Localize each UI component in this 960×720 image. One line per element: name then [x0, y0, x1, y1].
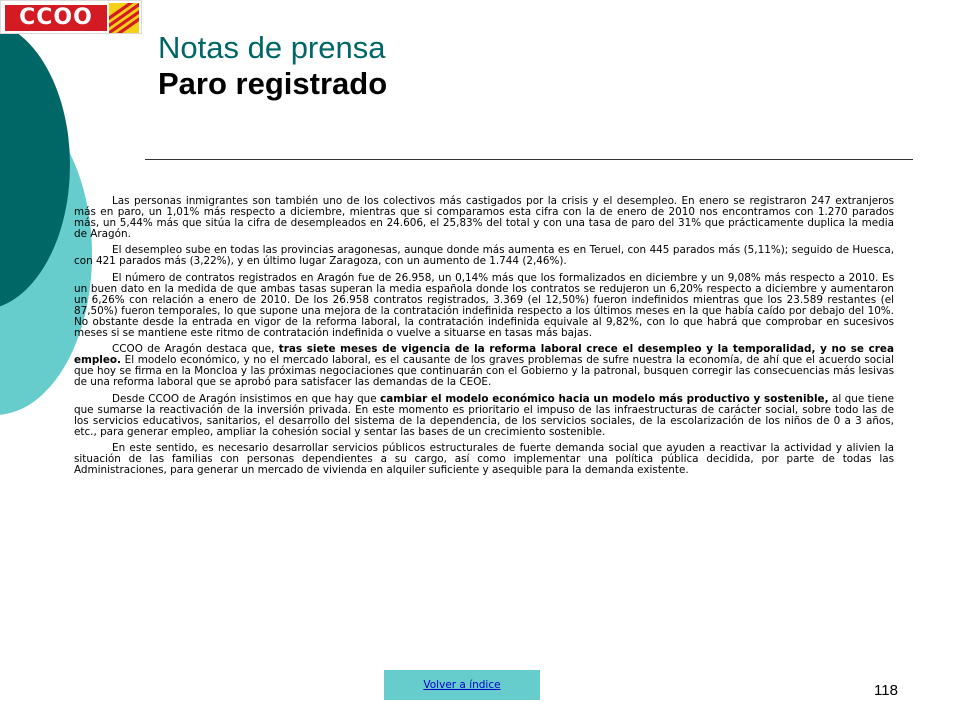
paragraph-text: Desde CCOO de Aragón insistimos en que hay que	[112, 392, 381, 405]
emphasis-text: tras siete meses de vigencia de la reforma laboral crece el desempleo y la temporalidad, y no se crea empleo.	[74, 343, 894, 367]
aragon-flag-icon	[109, 3, 139, 33]
paragraph-text: El desempleo sube en todas las provincias aragonesas, aunque donde más aumenta es en Teruel, con 445 parados más (5,11%); seguido de Huesca, con 421 parados más (3,22%), y en último lugar Zaragoza, con un aumento de 1.744 (2,46%).	[74, 244, 894, 268]
title-section: Notas de prensa	[158, 30, 386, 65]
paragraph-text: Las personas inmigrantes son también uno de los colectivos más castigados por la crisis y el desempleo. En enero se registraron 247 extranjeros más en paro, un 1,01% más respecto a diciembre, mientras que si comparamos esta cifra con la de enero de 2010 nos encontramos con 1.270 parados más, un 5,44% más que sitúa la cifra de desempleados en 24.606, el 25,83% del total y con una tasa de paro del 31% que prácticamente duplica la media de Aragón.	[74, 195, 894, 241]
body-paragraph	[74, 394, 894, 438]
logo-text: CCOO	[5, 5, 107, 31]
paragraph-text: El número de contratos registrados en Aragón fue de 26.958, un 0,14% más que los formalizados en diciembre y un 9,08% más respecto a 2010. Es un buen dato en la medida de que ambas tasas superan la media española donde los contratos se redujeron un 6,20% respecto a diciembre y aumentaron un 6,26% con relación a enero de 2010. De los 26.958 contratos registrados, 3.369 (el 12,50%) fueron indefinidos mientras que los 23.589 restantes (el 87,50%) fueron temporales, lo que supone una mejora de la contratación indefinida respecto a los últimos meses en la que había caído por debajo del 10%. No obstante desde la entrada en vigor de la reforma laboral, la contratación indefinida equivale al 9,82%, con lo que habrá que comprobar en sucesivos meses si se mantiene este ritmo de contratación indefinida o vuelve a situarse en tasas más bajas.	[74, 271, 894, 340]
press-release-body	[74, 196, 894, 481]
ccoo-logo	[0, 0, 142, 34]
back-to-index-button[interactable]	[384, 670, 540, 700]
paragraph-text: CCOO de Aragón destaca que,	[112, 343, 279, 356]
paragraph-text: En este sentido, es necesario desarrollar servicios públicos estructurales de fuerte demanda social que ayuden a reactivar la actividad y alivien la situación de las familias con personas dependientes a su cargo, así como implementar una política pública decidida, por parte de todas las Administraciones, para generar un mercado de vivienda en alquiler suficiente y asequible para la demanda existente.	[74, 441, 894, 477]
emphasis-text: cambiar el modelo económico hacia un modelo más productivo y sostenible,	[380, 392, 829, 405]
page-title	[158, 30, 387, 102]
paragraph-text: El modelo económico, y no el mercado laboral, es el causante de los graves problemas de sufre nuestra la economía, de ahí que el acuerdo social que hoy se firma en la Moncloa y las próximas negociaciones que continuarán con el Gobierno y la patronal, busquen corregir las consecuencias más lesivas de una reforma laboral que se aprobó para satisfacer las demandas de la CEOE.	[74, 354, 894, 389]
back-to-index-link[interactable]: Volver a índice	[423, 679, 501, 691]
page-number: 118	[874, 682, 898, 699]
body-paragraph	[74, 196, 894, 240]
body-paragraph	[74, 443, 894, 476]
title-topic: Paro registrado	[158, 66, 388, 101]
paragraph-text: al que tiene que sumarse la reactivación de la inversión privada. En este momento es prioritario el impuso de las infraestructuras de carácter social, sobre todo las de los servicios educativos, sanitarios, el desarrollo del sistema de la dependencia, de los servicios sociales, de la escolarización de los niños de 0 a 3 años, etc., para generar empleo, ampliar la cohesión social y sentar las bases de un crecimiento sostenible.	[74, 392, 894, 438]
body-paragraph	[74, 273, 894, 340]
title-divider	[145, 159, 913, 160]
body-paragraph	[74, 245, 894, 267]
body-paragraph	[74, 344, 894, 388]
